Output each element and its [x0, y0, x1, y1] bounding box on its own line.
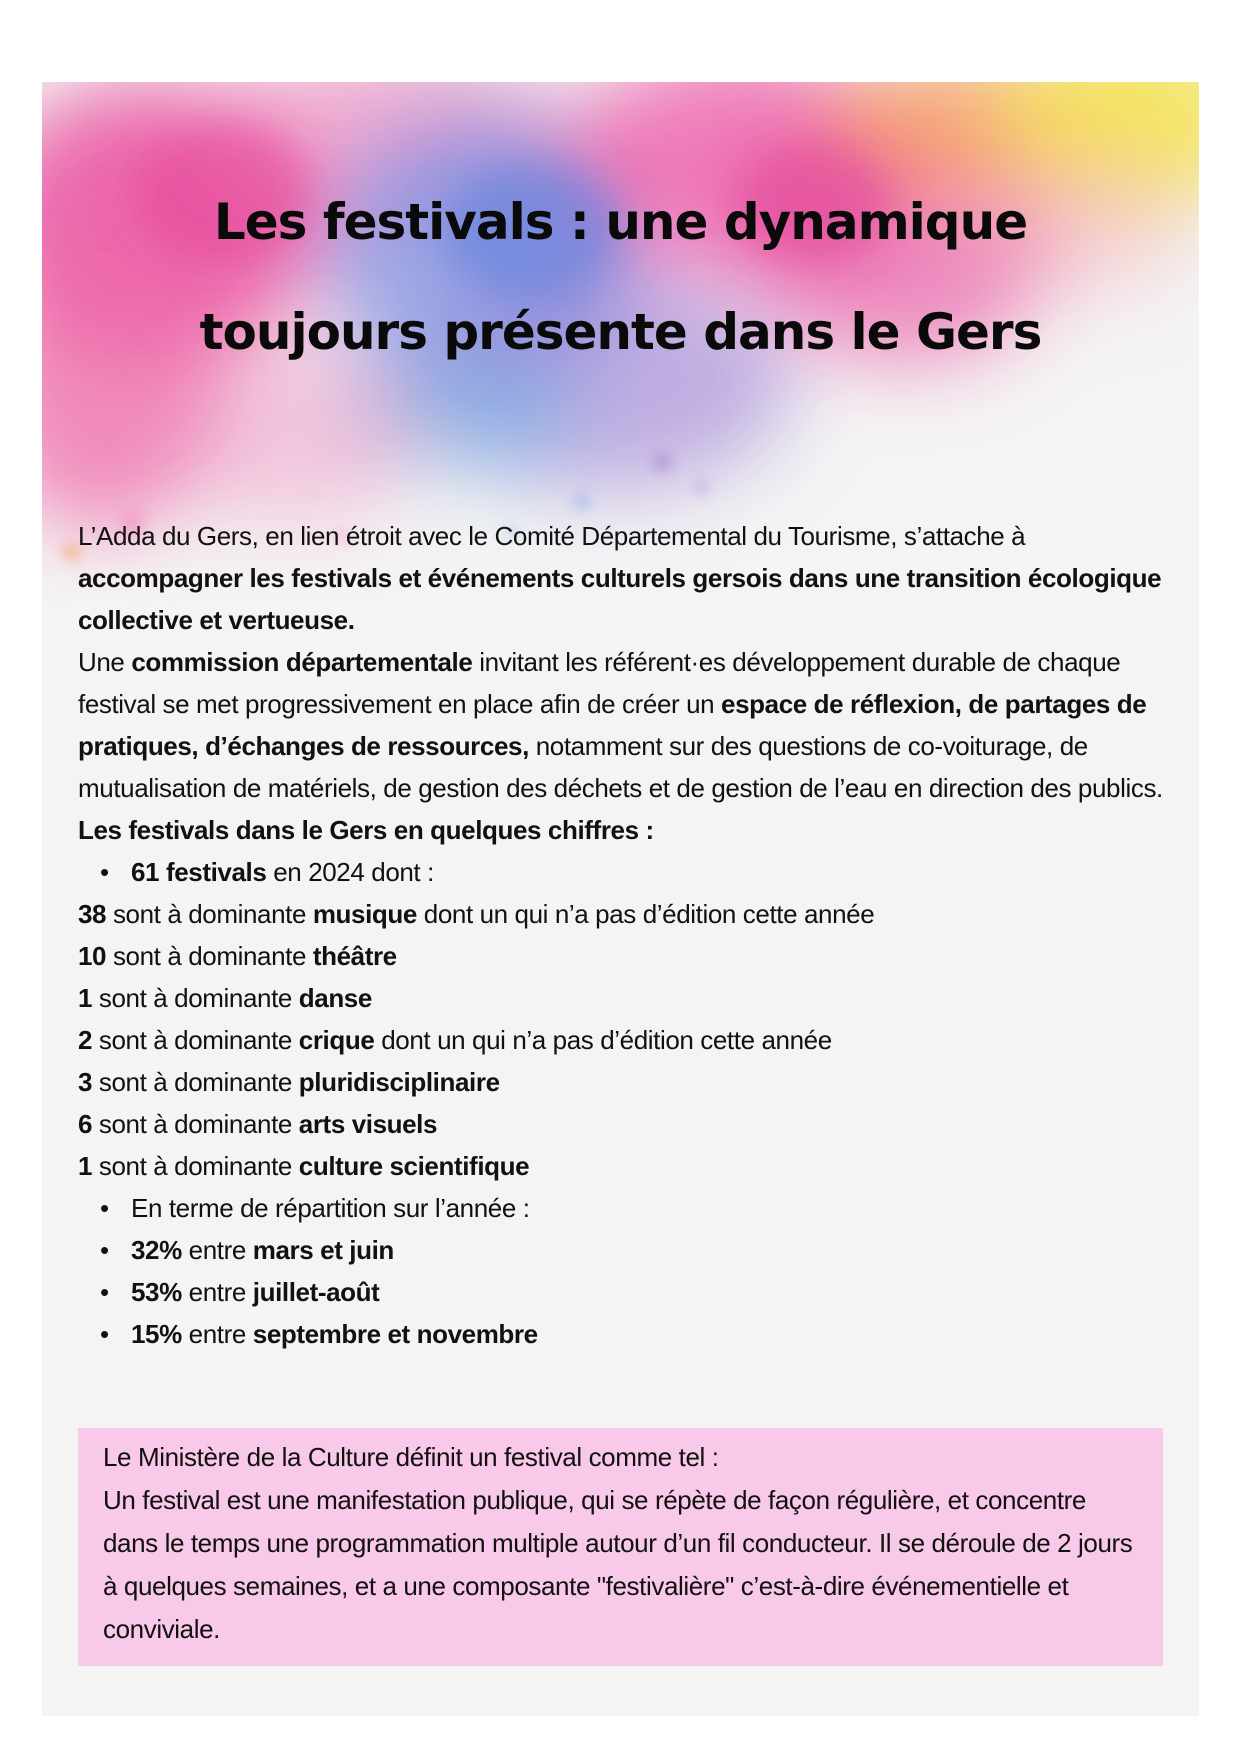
stat-genre: culture scientifique — [298, 1151, 530, 1181]
page — [42, 82, 1199, 1716]
stat-text: sont à dominante — [92, 1151, 299, 1181]
period-text: entre — [181, 1277, 253, 1307]
period-percent: 32% — [131, 1235, 182, 1265]
stat-number: 6 — [78, 1109, 93, 1139]
stat-text: sont à dominante — [92, 1109, 299, 1139]
stat-row — [78, 1145, 1168, 1187]
genre-stats — [78, 893, 1168, 1187]
stat-genre: musique — [312, 899, 417, 929]
stat-text: sont à dominante — [92, 983, 299, 1013]
period-text: entre — [181, 1319, 253, 1349]
stat-genre: crique — [298, 1025, 375, 1055]
stat-number: 1 — [78, 1151, 93, 1181]
definition-intro: Le Ministère de la Culture définit un festival comme tel : — [103, 1442, 719, 1472]
stat-text: sont à dominante — [92, 1025, 299, 1055]
stat-row — [78, 935, 1168, 977]
stat-note: dont un qui n’a pas d’édition cette année — [416, 899, 875, 929]
figures-heading — [78, 809, 1168, 851]
stat-genre: théâtre — [312, 941, 397, 971]
list-item — [78, 1313, 1168, 1355]
intro-text: invitant les référent·es développement durable de chaque festival se met progressivement en place afin de créer un — [78, 647, 1121, 719]
stat-number: 10 — [78, 941, 107, 971]
page-title — [42, 167, 1199, 387]
total-list — [78, 851, 1168, 893]
stat-genre: pluridisciplinaire — [298, 1067, 500, 1097]
stat-number: 3 — [78, 1067, 93, 1097]
total-text: en 2024 dont : — [266, 857, 434, 887]
period-range: septembre et novembre — [252, 1319, 538, 1349]
stat-text: sont à dominante — [106, 899, 313, 929]
period-percent: 53% — [131, 1277, 182, 1307]
stat-row — [78, 1103, 1168, 1145]
intro-text: L’Adda du Gers, en lien étroit avec le Comité Départemental du Tourisme, s’attache à — [78, 521, 1026, 551]
figures-heading-text: Les festivals dans le Gers en quelques chiffres : — [78, 815, 654, 845]
stat-row — [78, 1061, 1168, 1103]
period-range: mars et juin — [252, 1235, 394, 1265]
definition-box — [78, 1428, 1163, 1666]
title-line-2: toujours présente dans le Gers — [199, 303, 1042, 361]
stat-row — [78, 977, 1168, 1019]
stat-number: 1 — [78, 983, 93, 1013]
stat-note: dont un qui n’a pas d’édition cette année — [374, 1025, 832, 1055]
intro-emphasis: espace de réflexion, de partages de pratiques, d’échanges de ressources, — [78, 689, 1147, 761]
period-range: juillet-août — [252, 1277, 380, 1307]
intro-paragraph-1 — [78, 515, 1168, 641]
list-item — [78, 851, 1168, 893]
title-line-1: Les festivals : une dynamique — [213, 193, 1028, 251]
stat-number: 38 — [78, 899, 107, 929]
intro-emphasis: commission départementale — [131, 647, 473, 677]
list-item — [78, 1229, 1168, 1271]
main-content — [78, 515, 1168, 1355]
period-text: entre — [181, 1235, 253, 1265]
total-count: 61 festivals — [131, 857, 267, 887]
stat-number: 2 — [78, 1025, 93, 1055]
list-item — [78, 1187, 1168, 1229]
stat-genre: danse — [298, 983, 372, 1013]
intro-emphasis: accompagner les festivals et événements culturels gersois dans une transition écologique collective et vertueuse. — [78, 563, 1162, 635]
stat-genre: arts visuels — [298, 1109, 438, 1139]
repartition-label: En terme de répartition sur l’année : — [131, 1193, 530, 1223]
stat-row — [78, 893, 1168, 935]
intro-paragraph-2 — [78, 641, 1168, 809]
stat-row — [78, 1019, 1168, 1061]
repartition-list — [78, 1187, 1168, 1355]
definition-text: Un festival est une manifestation publique, qui se répète de façon régulière, et concentre dans le temps une programmation multiple autour d’un fil conducteur. Il se déroule de 2 jours à quelques semaines, et a une composante "festivalière" c’est-à-dire événementielle et conviviale. — [103, 1485, 1133, 1644]
stat-text: sont à dominante — [106, 941, 313, 971]
intro-text: Une — [78, 647, 132, 677]
intro-text: notamment sur des questions de co-voiturage, de mutualisation de matériels, de gestion des déchets et de gestion de l’eau en direction des publics. — [78, 731, 1163, 803]
list-item — [78, 1271, 1168, 1313]
stat-text: sont à dominante — [92, 1067, 299, 1097]
period-percent: 15% — [131, 1319, 182, 1349]
